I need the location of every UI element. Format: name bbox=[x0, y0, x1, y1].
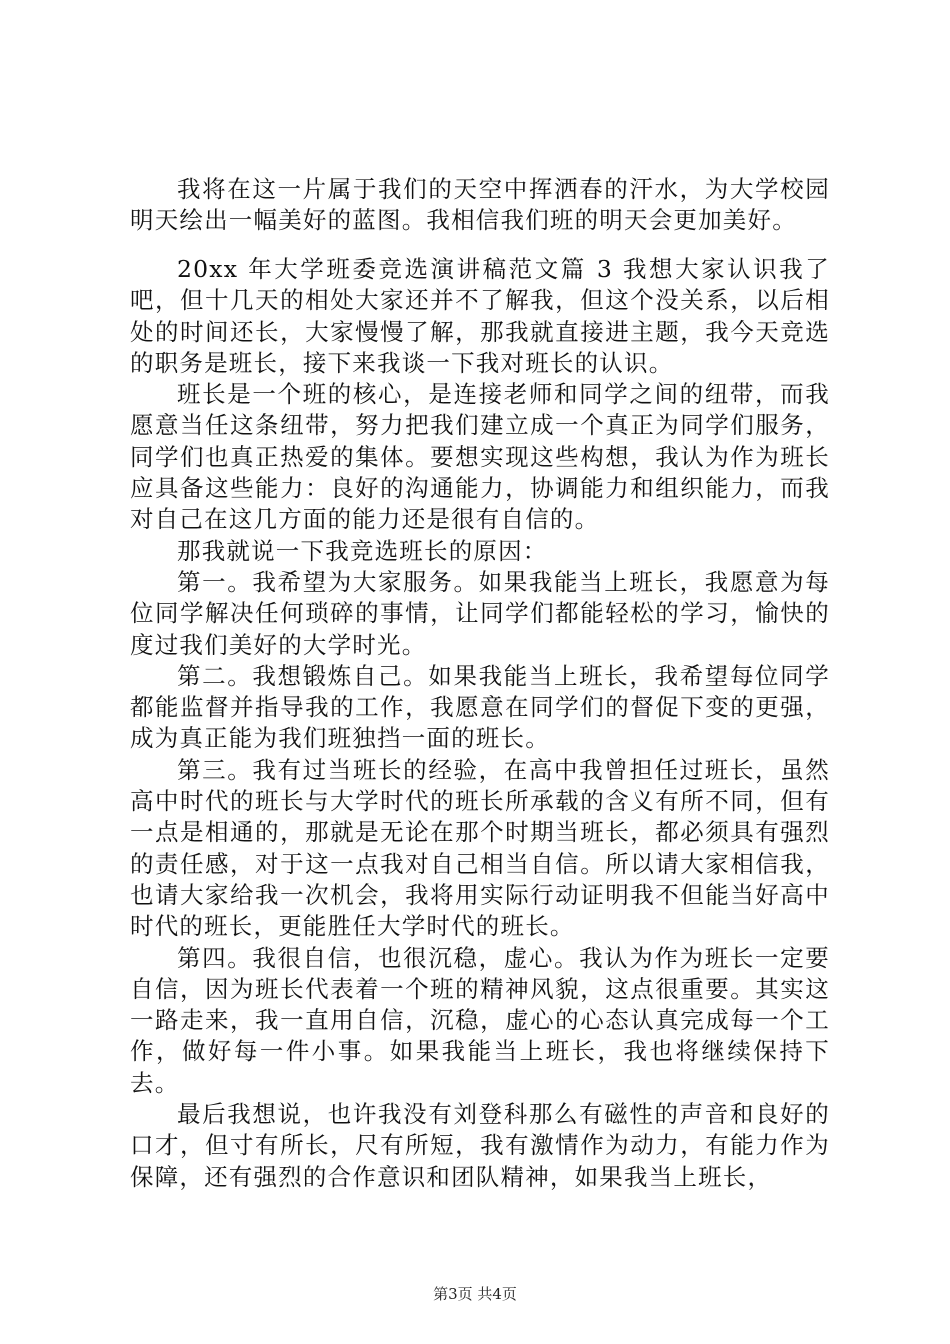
paragraph-reason-4: 第四。我很自信，也很沉稳，虚心。我认为作为班长一定要自信，因为班长代表着一个班的精神风貌，这点很重要。其实这一路走来，我一直用自信，沉稳，虚心的心态认真完成每一个工作，做好每一件小事。如果我能当上班长，我也将继续保持下去。 bbox=[130, 943, 830, 1097]
paragraph-conclusion: 最后我想说，也许我没有刘登科那么有磁性的声音和良好的口才，但寸有所长，尺有所短，我有激情作为动力，有能力作为保障，还有强烈的合作意识和团队精神，如果我当上班长， bbox=[130, 1100, 830, 1191]
paragraph-monitor-role: 班长是一个班的核心，是连接老师和同学之间的纽带，而我愿意当任这条纽带，努力把我们建立成一个真正为同学们服务，同学们也真正热爱的集体。要想实现这些构想，我认为作为班长应具备这些能力：良好的沟通能力，协调能力和组织能力，而我对自己在这几方面的能力还是很有自信的。 bbox=[130, 380, 830, 534]
paragraph-reason-2: 第二。我想锻炼自己。如果我能当上班长，我希望每位同学都能监督并指导我的工作，我愿意在同学们的督促下变的更强，成为真正能为我们班独挡一面的班长。 bbox=[130, 661, 830, 753]
page-number-footer: 第3页 共4页 bbox=[433, 1285, 517, 1303]
paragraph: 我将在这一片属于我们的天空中挥洒春的汗水，为大学校园明天绘出一幅美好的蓝图。我相信我们班的明天会更加美好。 bbox=[130, 175, 830, 235]
paragraph-reason-1: 第一。我希望为大家服务。如果我能当上班长，我愿意为每位同学解决任何琐碎的事情，让同学们都能轻松的学习，愉快的度过我们美好的大学时光。 bbox=[130, 567, 830, 659]
paragraph-reasons-heading: 那我就说一下我竞选班长的原因： bbox=[177, 536, 548, 565]
paragraph-intro: 20xx 年大学班委竞选演讲稿范文篇 3 我想大家认识我了吧，但十几天的相处大家还并不了解我，但这个没关系，以后相处的时间还长，大家慢慢了解，那我就直接进主题，我今天竞选的职务是班长，接下来我谈一下我对班长的认识。 bbox=[130, 255, 830, 377]
paragraph-reason-3: 第三。我有过当班长的经验，在高中我曾担任过班长，虽然高中时代的班长与大学时代的班长所承载的含义有所不同，但有一点是相通的，那就是无论在那个时期当班长，都必须具有强烈的责任感，对于这一点我对自己相当自信。所以请大家相信我，也请大家给我一次机会，我将用实际行动证明我不但能当好高中时代的班长，更能胜任大学时代的班长。 bbox=[130, 755, 830, 941]
closing-paragraph-block bbox=[130, 174, 830, 237]
speech-body bbox=[130, 254, 830, 1193]
